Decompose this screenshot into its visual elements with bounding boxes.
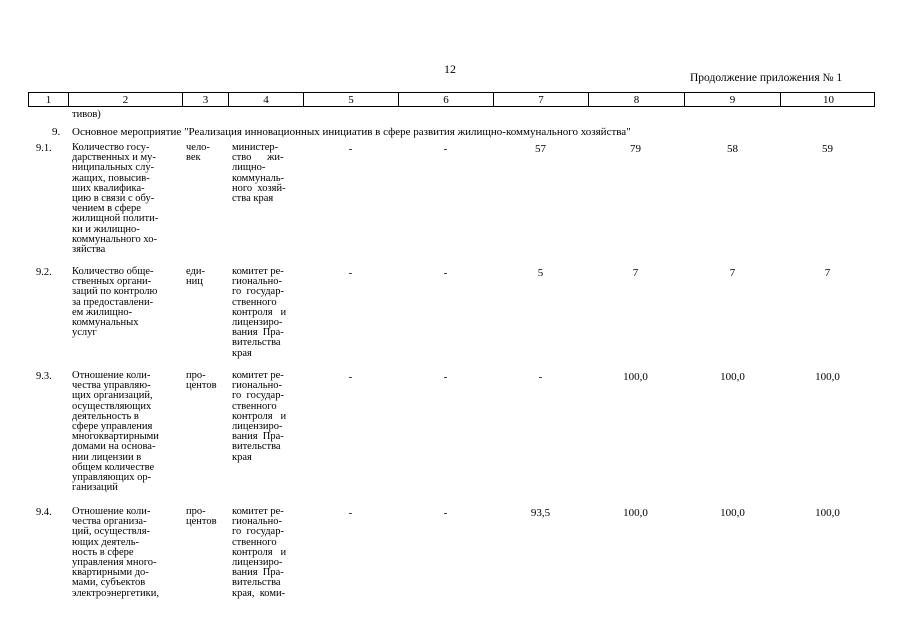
row-number: 9.1.	[36, 143, 52, 154]
unit-of-measure	[186, 143, 228, 163]
indicator-name-line: чества организа-	[72, 516, 147, 528]
indicator-name-line: ственных органи-	[72, 276, 152, 288]
responsible-executor	[232, 507, 302, 609]
row-number: 9.2.	[36, 267, 52, 278]
value-col-5: -	[348, 507, 353, 519]
indicator-name-line: жилищной полити-	[72, 213, 159, 225]
indicator-name-line: Количество обще-	[72, 266, 154, 277]
responsible-line: комитет ре-	[232, 507, 284, 517]
indicator-name-line: чества управляю-	[72, 380, 151, 392]
unit-of-measure	[186, 507, 228, 527]
responsible-executor	[232, 267, 302, 359]
indicator-name-line: Отношение коли-	[72, 370, 151, 381]
value-col-8: 7	[632, 267, 639, 279]
indicator-name-line: ность в сфере	[72, 546, 134, 558]
header-col-6: 6	[399, 93, 494, 106]
indicator-name-line: услуг	[72, 327, 97, 339]
indicator-name-line: жащих, повысив-	[72, 172, 150, 184]
responsible-line: гионально-	[232, 276, 282, 288]
indicator-name-line: щих организаций,	[72, 390, 153, 402]
unit-line: еди-	[186, 266, 205, 277]
responsible-line: ственного	[232, 536, 277, 548]
indicator-name-line: управляющих ор-	[72, 472, 152, 484]
indicator-name-line: деятельность в	[72, 410, 139, 422]
indicator-name	[72, 267, 184, 338]
indicator-name-line: квартирными до-	[72, 567, 149, 579]
indicator-name-line: нии лицензии в	[72, 451, 142, 463]
unit-line: центов	[186, 516, 217, 528]
responsible-line: го государ-	[232, 390, 284, 402]
unit-line: чело-	[186, 142, 210, 153]
responsible-line: ного хозяй-	[232, 182, 286, 194]
indicator-name-line: многоквартирными	[72, 431, 159, 443]
indicator-name-line: ки и жилищно-	[72, 223, 140, 235]
value-col-6: -	[443, 143, 448, 155]
responsible-line: лищно-	[232, 162, 266, 174]
value-col-9: 100,0	[720, 507, 745, 519]
unit-line: век	[186, 152, 201, 164]
indicator-name	[72, 507, 184, 609]
header-col-9: 9	[685, 93, 781, 106]
indicator-name-line: ших квалифика-	[72, 182, 145, 194]
indicator-name-line: ций, осуществля-	[72, 526, 151, 538]
indicator-name-line: дарственных и му-	[72, 152, 156, 164]
responsible-line: ство жи-	[232, 152, 284, 164]
responsible-line: вания Пра-	[232, 567, 284, 579]
value-col-10: 59	[822, 143, 833, 155]
responsible-line: лицензиро-	[232, 421, 283, 433]
carry-over-text: тивов)	[72, 109, 101, 120]
indicator-name-line: ниципальных слу-	[72, 162, 155, 174]
header-col-1: 1	[29, 93, 69, 106]
responsible-executor	[232, 371, 302, 463]
indicator-name-line: коммунальных	[72, 317, 139, 329]
indicator-name-line: ем жилищно-	[72, 306, 133, 318]
indicator-name-line: цию в связи с обу-	[72, 193, 155, 205]
responsible-line: вания Пра-	[232, 327, 284, 339]
header-col-8: 8	[589, 93, 685, 106]
responsible-line: коммуналь-	[232, 172, 285, 184]
responsible-line: края	[232, 347, 252, 359]
indicator-name-line: ганизаций	[72, 482, 118, 494]
indicator-name-line: зяйства	[72, 244, 106, 256]
responsible-line: вительства	[232, 577, 281, 589]
value-col-7: -	[538, 371, 543, 383]
value-col-10: 7	[824, 267, 831, 279]
responsible-executor	[232, 143, 302, 204]
unit-line: про-	[186, 370, 206, 381]
indicator-name-line: общем количестве	[72, 461, 155, 473]
value-col-6: -	[443, 267, 448, 279]
header-col-4: 4	[229, 93, 304, 106]
indicator-name-line: чением в сфере	[72, 203, 141, 215]
responsible-line: го государ-	[232, 526, 284, 538]
indicator-name-line: сфере управления	[72, 421, 153, 433]
indicator-name-line: за предоставлени-	[72, 296, 154, 308]
responsible-line: гионально-	[232, 516, 282, 528]
responsible-line: контроля и	[232, 410, 287, 422]
value-col-10: 100,0	[815, 371, 840, 383]
value-col-9: 100,0	[720, 371, 745, 383]
responsible-line: комитет ре-	[232, 370, 284, 381]
responsible-line: вания Пра-	[232, 431, 284, 443]
indicator-name-line: осуществляющих	[72, 400, 152, 412]
unit-line: центов	[186, 380, 217, 392]
indicator-name-line: Отношение коли-	[72, 507, 151, 517]
unit-of-measure	[186, 267, 228, 287]
indicator-name-line: электроэнергетики,	[72, 587, 159, 599]
header-col-5: 5	[304, 93, 399, 106]
indicator-name	[72, 143, 184, 255]
responsible-line: контроля и	[232, 306, 287, 318]
responsible-line: края	[232, 451, 252, 463]
row-number: 9.3.	[36, 371, 52, 382]
responsible-line: го государ-	[232, 286, 284, 298]
appendix-continuation-label: Продолжение приложения № 1	[690, 72, 843, 84]
responsible-line: ства края	[232, 193, 274, 205]
unit-of-measure	[186, 371, 228, 391]
header-col-2: 2	[69, 93, 183, 106]
responsible-line: края, коми-	[232, 587, 286, 599]
unit-line: ниц	[186, 276, 203, 288]
value-col-8: 100,0	[623, 507, 648, 519]
value-col-5: -	[348, 371, 353, 383]
value-col-8: 100,0	[623, 371, 648, 383]
value-col-9: 58	[727, 143, 738, 155]
responsible-line: комитет ре-	[232, 266, 284, 277]
value-col-7: 93,5	[530, 507, 551, 519]
indicator-name-line: мами, субъектов	[72, 577, 146, 589]
table-header-row	[28, 92, 875, 107]
value-col-7: 57	[535, 143, 546, 155]
value-col-6: -	[443, 507, 448, 519]
responsible-line: ственного	[232, 296, 277, 308]
responsible-line: лицензиро-	[232, 557, 283, 569]
section-title: Основное мероприятие "Реализация инновационных инициатив в сфере развития жилищно-коммунального хозяйства"	[72, 126, 631, 138]
value-col-5: -	[348, 143, 353, 155]
responsible-line: вительства	[232, 337, 281, 349]
section-number: 9.	[52, 126, 61, 138]
value-col-5: -	[348, 267, 353, 279]
unit-line: про-	[186, 506, 206, 517]
value-col-8: 79	[630, 143, 641, 155]
header-col-3: 3	[183, 93, 229, 106]
responsible-line: лицензиро-	[232, 317, 283, 329]
responsible-line: гионально-	[232, 380, 282, 392]
value-col-9: 7	[729, 267, 736, 279]
responsible-line: вительства	[232, 441, 281, 453]
responsible-line: министер-	[232, 142, 279, 153]
responsible-line: ственного	[232, 400, 277, 412]
indicator-name-line: коммунального хо-	[72, 233, 157, 245]
value-col-10: 100,0	[815, 507, 840, 519]
indicator-name-line: домами на основа-	[72, 441, 156, 453]
indicator-name-line: заций по контролю	[72, 286, 158, 298]
value-col-7: 5	[537, 267, 544, 279]
responsible-line: контроля и	[232, 546, 287, 558]
header-col-7: 7	[494, 93, 589, 106]
value-col-6: -	[443, 371, 448, 383]
indicator-name-line: управления много-	[72, 557, 157, 569]
page-number: 12	[444, 62, 456, 76]
header-col-10: 10	[823, 94, 834, 106]
indicator-name-line: Количество госу-	[72, 142, 150, 153]
row-number: 9.4.	[36, 507, 52, 518]
indicator-name	[72, 371, 184, 493]
indicator-name-line: ющих деятель-	[72, 536, 140, 548]
